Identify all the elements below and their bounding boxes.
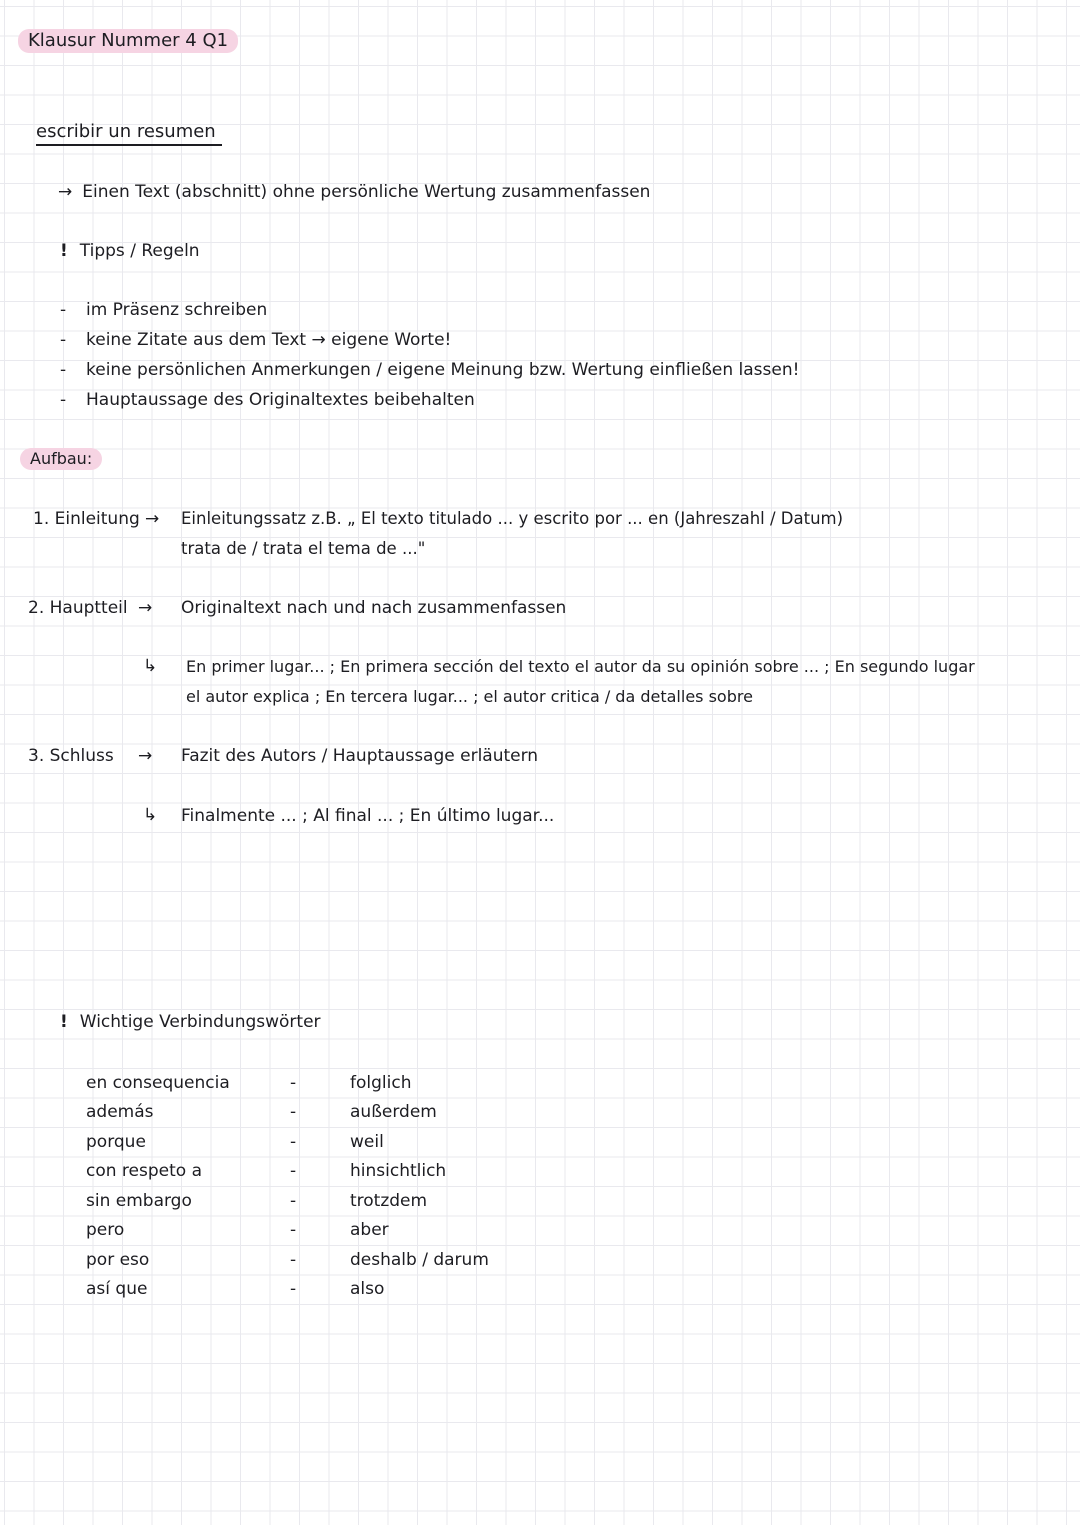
spanish-word: pero (86, 1220, 125, 1241)
main-sub-line-2: el autor explica ; En tercera lugar... ; el autor critica / da detalles sobre (186, 687, 753, 706)
title-highlight: Klausur Nummer 4 Q1 (18, 29, 238, 53)
spanish-word: por eso (86, 1249, 150, 1270)
table-row (86, 1245, 489, 1275)
separator-dash: - (290, 1190, 297, 1211)
separator-dash: - (290, 1220, 297, 1241)
german-word: also (350, 1279, 385, 1300)
tips-heading (60, 241, 200, 261)
arrow-right-icon: → (58, 182, 73, 202)
table-row (86, 1275, 489, 1305)
table-row (86, 1127, 489, 1157)
dash-bullet: - (60, 330, 67, 350)
rule-text: Hauptaussage des Originaltextes beibehalten (86, 390, 475, 410)
structure-heading-highlight: Aufbau: (20, 448, 102, 470)
definition-text: Einen Text (abschnitt) ohne persönliche Wertung zusammenfassen (82, 182, 651, 202)
arrow-turn-right-icon: ↳ (143, 805, 158, 825)
connectors-heading (60, 1012, 321, 1032)
german-word: außerdem (350, 1102, 437, 1123)
conclusion-line-1: Fazit des Autors / Hauptaussage erläutern (181, 746, 539, 766)
separator-dash: - (290, 1131, 297, 1152)
separator-dash: - (290, 1161, 297, 1182)
exclamation-icon: ! (60, 1012, 68, 1032)
dash-bullet: - (60, 300, 67, 320)
conclusion-label: 3. Schluss (28, 746, 114, 766)
table-row (86, 1186, 489, 1216)
section-title: escribir un resumen (36, 121, 222, 146)
spanish-word: con respeto a (86, 1161, 202, 1182)
arrow-right-icon: → (138, 598, 153, 618)
page-title (18, 30, 238, 51)
rule-item (60, 330, 451, 350)
exclamation-icon: ! (60, 241, 68, 261)
spanish-word: además (86, 1102, 154, 1123)
spanish-word: así que (86, 1279, 148, 1300)
rule-item (60, 300, 267, 320)
table-row (86, 1068, 489, 1098)
rule-item (60, 390, 475, 410)
table-row (86, 1098, 489, 1128)
intro-line-2: trata de / trata el tema de ..." (181, 539, 426, 558)
intro-label: 1. Einleitung (33, 509, 140, 529)
separator-dash: - (290, 1249, 297, 1270)
main-line-1: Originaltext nach und nach zusammenfassen (181, 598, 567, 618)
connectors-table (86, 1068, 489, 1304)
main-sub-line-1: En primer lugar... ; En primera sección del texto el autor da su opinión sobre ... ; En segundo lugar (186, 657, 975, 676)
definition-line (58, 182, 650, 202)
german-word: deshalb / darum (350, 1249, 489, 1270)
german-word: weil (350, 1131, 384, 1152)
arrow-turn-right-icon: ↳ (143, 656, 158, 676)
dash-bullet: - (60, 360, 67, 380)
table-row (86, 1216, 489, 1246)
german-word: hinsichtlich (350, 1161, 447, 1182)
arrow-right-icon: → (145, 509, 160, 529)
rule-text: keine Zitate aus dem Text → eigene Worte! (86, 330, 452, 350)
rule-item (60, 360, 799, 380)
spanish-word: porque (86, 1131, 146, 1152)
german-word: folglich (350, 1072, 412, 1093)
arrow-right-icon: → (138, 746, 153, 766)
spanish-word: sin embargo (86, 1190, 192, 1211)
german-word: aber (350, 1220, 389, 1241)
rule-text: keine persönlichen Anmerkungen / eigene Meinung bzw. Wertung einfließen lassen! (86, 360, 800, 380)
main-label: 2. Hauptteil (28, 598, 128, 618)
rule-text: im Präsenz schreiben (86, 300, 268, 320)
tips-heading-text: Tipps / Regeln (79, 241, 200, 261)
intro-line-1: Einleitungssatz z.B. „ El texto titulado ... y escrito por ... en (Jahreszahl / Datum) (181, 509, 844, 528)
separator-dash: - (290, 1072, 297, 1093)
separator-dash: - (290, 1279, 297, 1300)
separator-dash: - (290, 1102, 297, 1123)
table-row (86, 1157, 489, 1187)
spanish-word: en consequencia (86, 1072, 230, 1093)
structure-heading (20, 449, 102, 468)
dash-bullet: - (60, 390, 67, 410)
conclusion-sub-line-1: Finalmente ... ; Al final ... ; En último lugar... (181, 806, 555, 826)
german-word: trotzdem (350, 1190, 428, 1211)
connectors-heading-text: Wichtige Verbindungswörter (79, 1012, 321, 1032)
